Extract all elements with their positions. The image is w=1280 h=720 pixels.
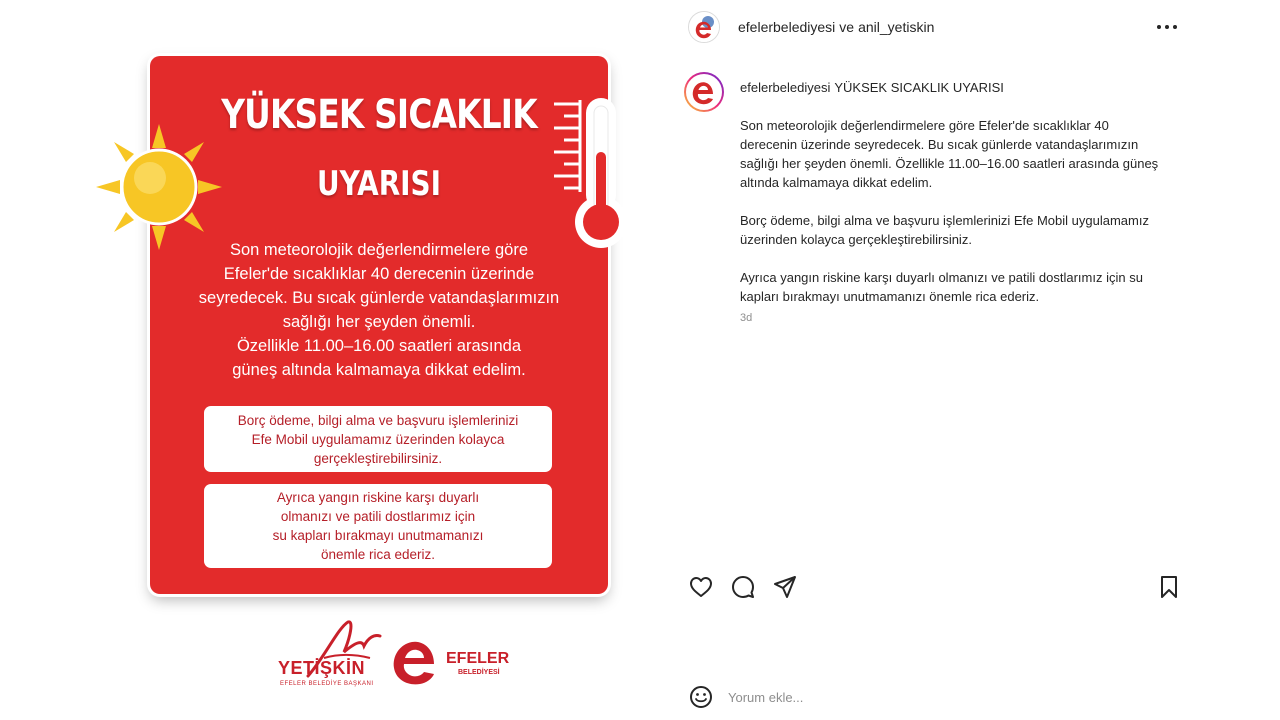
info-box-line: Ayrıca yangın riskine karşı duyarlı: [276, 490, 480, 505]
logo-subtitle: BELEDİYESİ: [458, 669, 500, 676]
post-side-panel: [668, 0, 1280, 720]
share-icon[interactable]: [772, 574, 798, 600]
avatar[interactable]: [688, 11, 720, 43]
poster-subtitle: UYARISI: [316, 164, 442, 204]
efeler-e-logo-icon: [386, 634, 442, 690]
caption-paragraph: Ayrıca yangın riskine karşı duyarlı olmanızı ve patili dostlarımız için su kapları bırakmayı unutmamanızı önemle rica ederiz.: [740, 270, 1143, 304]
efeler-avatar-icon: [689, 12, 720, 43]
poster-body-line: seyredecek. Bu sıcak günlerde vatandaşlarımızın: [198, 289, 560, 307]
post-timestamp[interactable]: 3d: [740, 312, 753, 324]
caption-title: YÜKSEK SICAKLIK UYARISI: [834, 80, 1004, 95]
caption-paragraph: Son meteorolojik değerlendirmelere göre Efeler'de sıcaklıklar 40 derecenin üzerinde seyredecek. Bu sıcak günlerde vatandaşlarımızın sağlığı her şeyden önemli. Özellikle 11.00–16.00 saatleri arasında güneş altında kalmamaya dikkat edelim.: [740, 118, 1159, 190]
post-header: [668, 0, 1204, 55]
author-link-anil-yetiskin[interactable]: anil_yetiskin: [858, 19, 935, 35]
poster-body-text: [165, 238, 593, 382]
caption-paragraph: Borç ödeme, bilgi alma ve başvuru işlemlerinizi Efe Mobil uygulamamız üzerinden kolayca gerçekleştirebilirsiniz.: [740, 213, 1149, 247]
comment-input[interactable]: [728, 686, 1168, 708]
poster-title: YÜKSEK SICAKLIK: [221, 92, 537, 138]
caption-header: [740, 80, 1004, 95]
bookmark-icon[interactable]: [1156, 574, 1182, 600]
authors-connector: ve: [839, 19, 855, 35]
post-authors: [738, 19, 934, 35]
info-box-line: Borç ödeme, bilgi alma ve başvuru işlemlerinizi: [237, 412, 519, 428]
poster-body-line: Özellikle 11.00–16.00 saatleri arasında: [236, 337, 522, 355]
comment-bar: [668, 676, 1204, 720]
poster-info-box-payments: [204, 406, 552, 472]
comment-icon[interactable]: [730, 574, 756, 600]
info-box-line: olmanızı ve patili dostlarımız için: [280, 509, 476, 524]
poster-body-line: Efeler'de sıcaklıklar 40 derecenin üzerinde: [223, 265, 535, 283]
info-box-line: Efe Mobil uygulamamız üzerinden kolayca: [251, 431, 505, 447]
poster-body-line: sağlığı her şeyden önemli.: [282, 313, 476, 331]
caption-username[interactable]: efelerbelediyesi: [740, 80, 831, 95]
poster-info-box-fire: [204, 484, 552, 568]
post-actions-bar: [668, 570, 1204, 604]
heart-icon[interactable]: [688, 574, 714, 600]
poster-body-line: Son meteorolojik değerlendirmelere göre: [229, 241, 529, 259]
info-box-line: su kapları bırakmayı unutmamanızı: [272, 528, 484, 543]
logo-subtitle: EFELER BELEDİYE BAŞKANI: [280, 681, 374, 687]
info-box-line: önemle rica ederiz.: [320, 547, 436, 562]
anil-yetiskin-logo: [256, 618, 386, 698]
caption-text: [740, 116, 1160, 325]
logo-name: YETİŞKİN: [278, 658, 366, 678]
info-box-line: gerçekleştirebilirsiniz.: [313, 450, 443, 466]
logo-name: EFELER: [446, 650, 510, 667]
more-horizontal-icon[interactable]: [1152, 16, 1182, 38]
emoji-icon[interactable]: [688, 684, 714, 710]
efeler-avatar-icon: [688, 76, 720, 108]
efeler-belediyesi-logo: [386, 634, 516, 694]
avatar[interactable]: [684, 72, 724, 112]
poster-body-line: güneş altında kalmamaya dikkat edelim.: [232, 361, 526, 379]
author-link-efelerbelediyesi[interactable]: efelerbelediyesi: [738, 19, 836, 35]
